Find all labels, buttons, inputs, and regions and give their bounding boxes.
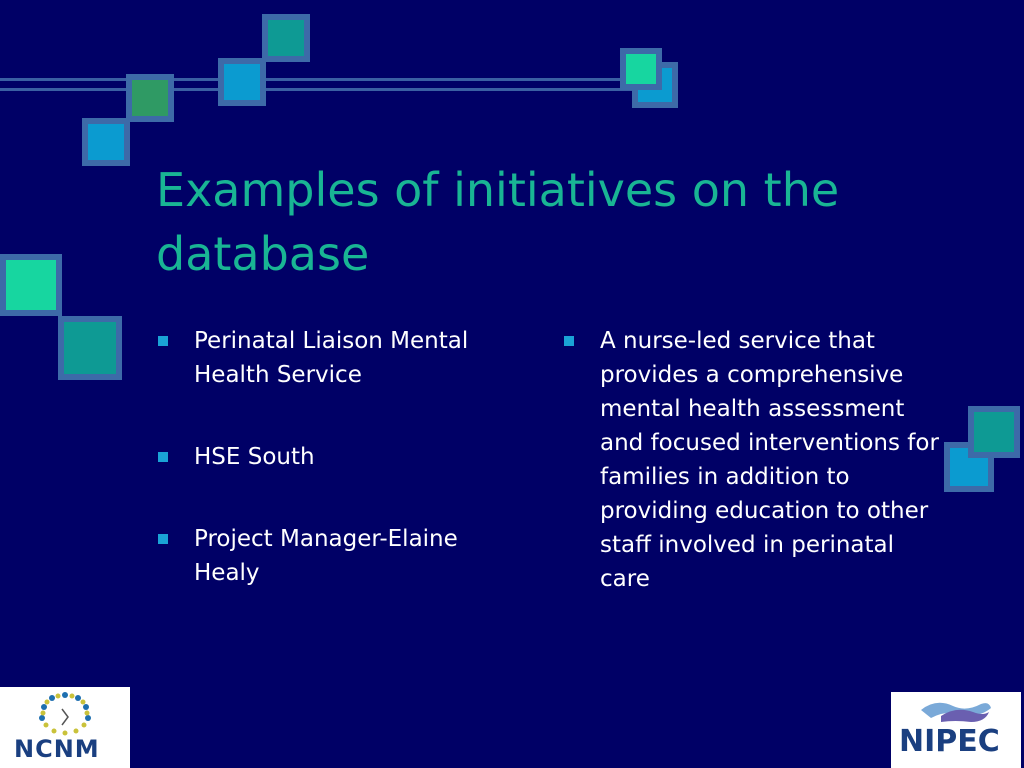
- list-item: [156, 522, 516, 590]
- star-circle-icon: [0, 687, 130, 737]
- bullet-text: Project Manager-Elaine Healy: [194, 526, 458, 586]
- decorative-square: [58, 316, 122, 380]
- bullet-square-icon: [158, 534, 168, 544]
- left-bullet-list: [156, 324, 516, 638]
- decorative-square: [82, 118, 130, 166]
- bullet-square-icon: [158, 452, 168, 462]
- decorative-line-bottom: [0, 88, 660, 91]
- bullet-text: Perinatal Liaison Mental Health Service: [194, 328, 469, 388]
- wave-icon: [891, 692, 1021, 728]
- decorative-square: [126, 74, 174, 122]
- nipec-logo: [891, 692, 1021, 768]
- list-item: [562, 324, 942, 596]
- bullet-text: A nurse-led service that provides a comprehensive mental health assessment and focused interventions for families in addition to providing education to other staff involved in perinatal care: [600, 328, 939, 592]
- decorative-square: [262, 14, 310, 62]
- right-bullet-list: [562, 324, 942, 596]
- decorative-square: [218, 58, 266, 106]
- ncnm-logo: [0, 687, 130, 768]
- decorative-square: [968, 406, 1020, 458]
- decorative-square: [0, 254, 62, 316]
- nipec-logo-text: NIPEC: [899, 724, 1000, 759]
- bullet-text: HSE South: [194, 444, 315, 470]
- decorative-square: [620, 48, 662, 90]
- bullet-square-icon: [564, 336, 574, 346]
- decorative-line-top: [0, 78, 660, 81]
- slide-title: Examples of initiatives on the database: [156, 163, 840, 281]
- bullet-square-icon: [158, 336, 168, 346]
- list-item: [156, 440, 516, 474]
- list-item: [156, 324, 516, 392]
- ncnm-logo-text: NCNM: [14, 735, 100, 763]
